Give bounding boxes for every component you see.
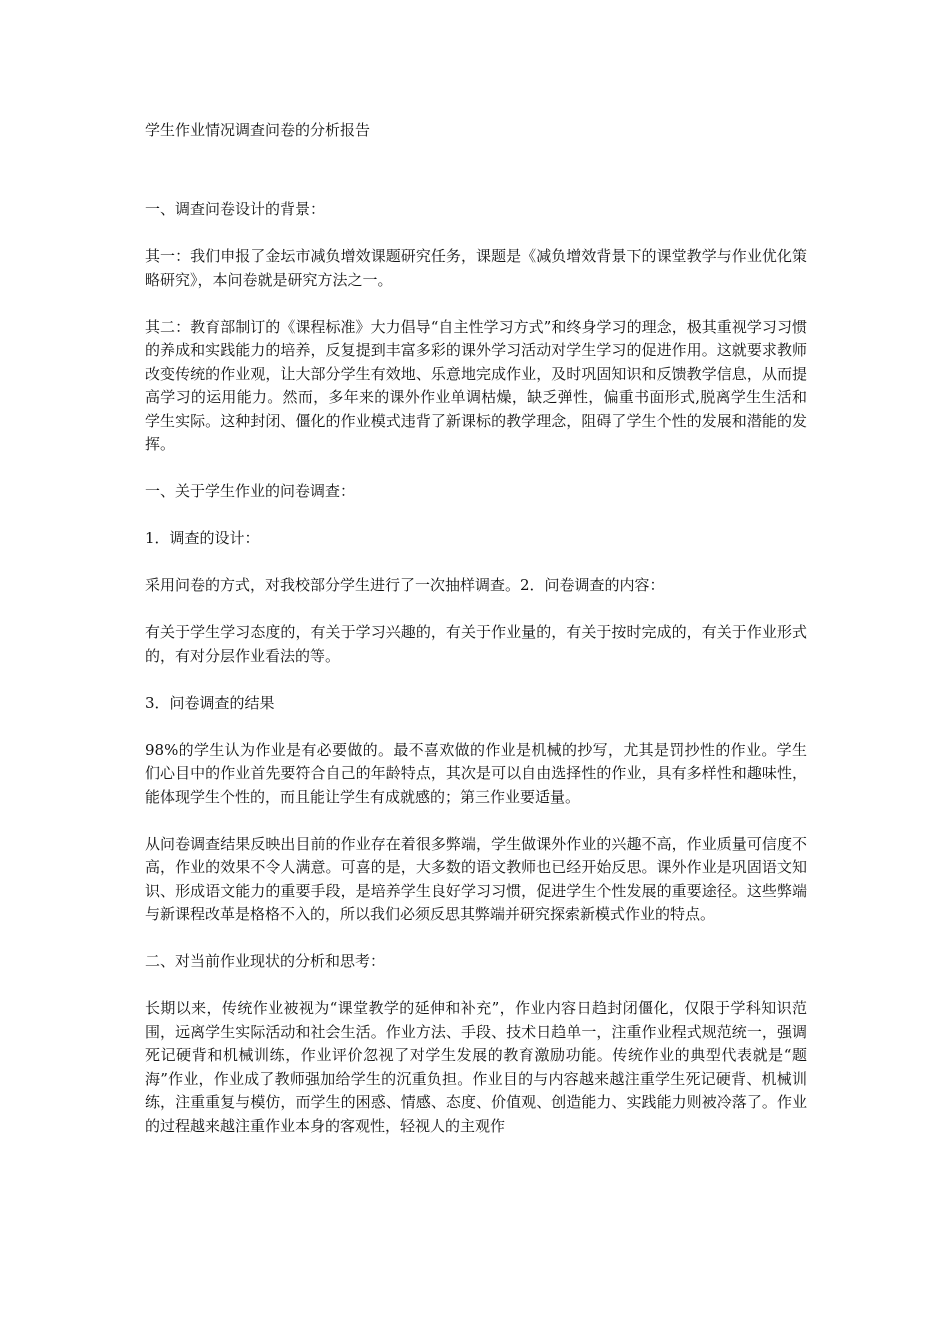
subheading-survey-design: 1．调查的设计： xyxy=(145,529,260,547)
subheading-survey-results: 3．问卷调查的结果 xyxy=(145,693,275,712)
paragraph-reason-two: 其二：教育部制订的《课程标准》大力倡导“自主性学习方式”和终身学习的理念，极其重视学习习惯的养成和实践能力的培养，反复提到丰富多彩的课外学习活动对学生学习的促进作用。这就要求教师改变传统的作业观，让大部分学生有效地、乐意地完成作业，及时巩固知识和反馈教学信息，从而提高学习的运用能力。然而，多年来的课外作业单调枯燥，缺乏弹性，偏重书面形式,脱离学生生活和学生实际。这种封闭、僵化的作业模式违背了新课标的教学理念，阻碍了学生个性的发展和潜能的发挥。 xyxy=(145,317,807,453)
section-heading-survey: 一、关于学生作业的问卷调查： xyxy=(145,482,356,500)
paragraph-analysis: 长期以来，传统作业被视为“课堂教学的延伸和补充”，作业内容日趋封闭僵化，仅限于学科知识范围，远离学生实际活动和社会生活。作业方法、手段、技术日趋单一，注重作业程式规范统一，强调死记硬背和机械训练，作业评价忽视了对学生发展的教育激励功能。传统作业的典型代表就是“题海”作业，作业成了教师强加给学生的沉重负担。作业目的与内容越来越注重学生死记硬背、机械训练，注重重复与模仿，而学生的困惑、情感、态度、价值观、创造能力、实践能力则被冷落了。作业的过程越来越注重作业本身的客观性，轻视人的主观作 xyxy=(145,999,807,1135)
paragraph-survey-content: 有关于学生学习态度的，有关于学习兴趣的，有关于作业量的，有关于按时完成的，有关于作业形式的，有对分层作业看法的等。 xyxy=(145,623,807,665)
document-title: 学生作业情况调查问卷的分析报告 xyxy=(145,121,371,139)
section-heading-analysis: 二、对当前作业现状的分析和思考： xyxy=(145,952,386,970)
document-page xyxy=(145,118,807,1162)
paragraph-reflection: 从问卷调查结果反映出目前的作业存在着很多弊端，学生做课外作业的兴趣不高，作业质量可信度不高，作业的效果不令人满意。可喜的是，大多数的语文教师也已经开始反思。课外作业是巩固语文知识、形成语文能力的重要手段，是培养学生良好学习习惯，促进学生个性发展的重要途径。这些弊端与新课程改革是格格不入的，所以我们必须反思其弊端并研究探索新模式作业的特点。 xyxy=(145,834,807,923)
paragraph-survey-method: 采用问卷的方式，对我校部分学生进行了一次抽样调查。2．问卷调查的内容： xyxy=(145,576,665,594)
paragraph-results: 98%的学生认为作业是有必要做的。最不喜欢做的作业是机械的抄写，尤其是罚抄性的作业。学生们心目中的作业首先要符合自己的年龄特点，其次是可以自由选择性的作业，具有多样性和趣味性，能体现学生个性的，而且能让学生有成就感的；第三作业要适量。 xyxy=(145,740,807,806)
section-heading-background: 一、调查问卷设计的背景： xyxy=(145,200,326,218)
paragraph-reason-one: 其一：我们申报了金坛市减负增效课题研究任务，课题是《减负增效背景下的课堂教学与作业优化策略研究》，本问卷就是研究方法之一。 xyxy=(145,247,807,289)
